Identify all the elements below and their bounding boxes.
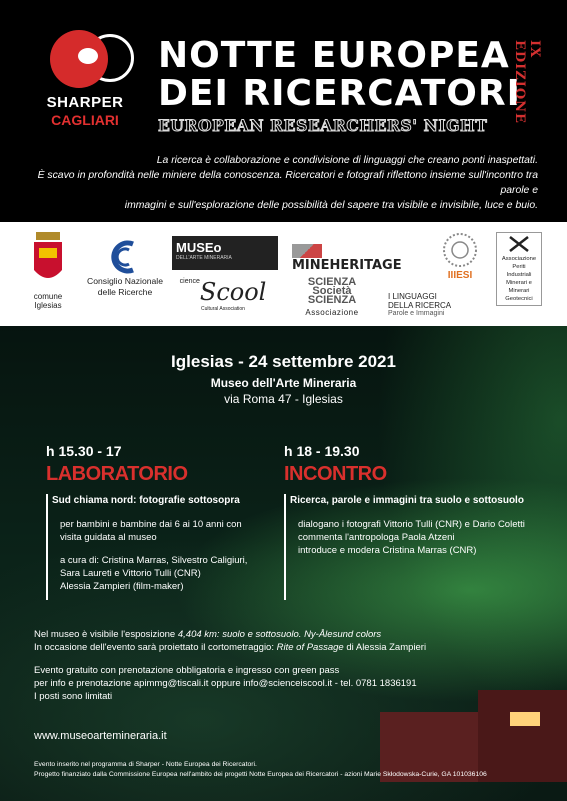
header [0,0,567,222]
intro-line-3: immagini e sull'esplorazione delle possibilità del sapere tra visibile e invisibile, luce e buio. [124,200,538,211]
intro-line-2: È scavo in profondità nelle miniere della conoscenza. Ricercatori e fotografi riflettono insieme sull'incontro tra parole e [37,170,538,196]
eye-icon [78,48,98,64]
cnr-icon [105,240,145,274]
laboratorio-divider [46,496,48,600]
mountain-icon [292,244,322,258]
laboratorio-line-5: Alessia Zampieri (film-maker) [60,581,184,592]
scienzasocieta-sub: Associazione [305,308,359,317]
comune-label: comune Iglesias [33,292,63,310]
footer-line-1: Evento inserito nel programma di Sharper - Notte Europea dei Ricercatori. [34,761,257,768]
exhibit-prefix: Nel museo è visibile l'esposizione [34,629,178,640]
event-header [0,352,567,406]
intro-text [30,153,538,213]
partner-logos [0,222,567,326]
event-address: via Roma 47 - Iglesias [224,392,343,406]
linguaggi-sub: Parole e Immagini [388,310,445,317]
exhibit-title: 4,404 km: suolo e sottosuolo. Ny-Ålesund colors [177,629,382,640]
scienzasocieta-label: SCIENZA Società SCIENZA [307,276,357,306]
film-title: Rite of Passage [276,642,344,653]
coat-of-arms-icon [30,230,66,290]
laboratorio-time: h 15.30 - 17 [46,443,122,459]
laboratorio-section [46,443,266,508]
incontro-time: h 18 - 19.30 [284,443,360,459]
periti-logo[interactable] [496,232,542,306]
laboratorio-line-2: visita guidata al museo [60,532,157,543]
laboratorio-category: LABORATORIO [46,463,188,485]
laboratorio-line-1: per bambini e bambine dai 6 ai 10 anni con [60,519,242,530]
comune-logo[interactable] [28,230,68,310]
title-line-3: EUROPEAN RESEARCHERS' NIGHT [158,116,488,135]
title-line-1: NOTTE EUROPEA [158,35,510,76]
scienzasocieta-logo[interactable] [292,278,372,317]
logo-cagliari-text: CAGLIARI [51,112,119,128]
scienceschool-logo[interactable] [176,278,270,312]
logo-sharper-text: SHARPER [46,94,124,111]
pickaxe-icon [507,235,531,253]
exhibit-note [34,628,534,641]
cnr-label: Consiglio Nazionale delle Ricerche [87,276,163,297]
laboratorio-subtitle: Sud chiama nord: fotografie sottosopra [46,494,266,508]
limited-note: I posti sono limitati [34,691,113,702]
incontro-divider [284,496,286,600]
laboratorio-body [60,518,270,593]
scienceschool-prefix: cience [179,278,200,285]
footer [34,760,487,780]
title-line-2: DEI RICERCATORI [158,73,522,114]
incontro-body [298,518,548,557]
incontro-section [284,443,544,508]
mineheritage-label: MINEHERITAGE [292,258,402,273]
cabin-window [510,712,540,726]
website-link[interactable]: www.museoartemineraria.it [34,730,167,742]
event-venue: Museo dell'Arte Mineraria [210,376,357,390]
scienceschool-label: Scool [199,278,267,306]
cnr-logo[interactable] [80,240,170,298]
iiesi-label: IIIESI [447,270,473,281]
info-note[interactable]: per info e prenotazione apimmg@tiscali.it oppure info@scienceiscool.it - tel. 0781 1836191 [34,678,417,689]
periti-label: Associazione Periti Industriali Minerari e Minerari Geotecnici [501,256,537,302]
museo-label: MUSEo [176,240,222,255]
free-note: Evento gratuito con prenotazione obbligatoria e ingresso con green pass [34,665,340,676]
intro-line-1: La ricerca è collaborazione e condivisione di linguaggi che creano ponti inaspettati. [156,155,538,166]
incontro-subtitle: Ricerca, parole e immagini tra suolo e sottosuolo [284,494,544,508]
incontro-line-3: introduce e modera Cristina Marras (CNR) [298,545,477,556]
incontro-category: INCONTRO [284,463,387,485]
film-prefix: In occasione dell'evento sarà proiettato il cortometraggio: [34,642,277,653]
laboratorio-line-4: Sara Laureti e Vittorio Tulli (CNR) [60,568,201,579]
notes [34,628,534,703]
iiesi-logo[interactable] [438,232,482,281]
mineheritage-logo[interactable] [292,244,422,273]
iiesi-icon [442,232,478,268]
incontro-line-2: commenta l'antropologa Paola Atzeni [298,532,455,543]
laboratorio-line-3: a cura di: Cristina Marras, Silvestro Caligiuri, [60,555,248,566]
film-suffix: di Alessia Zampieri [343,642,427,653]
event-date: Iglesias - 24 settembre 2021 [171,352,396,371]
brain-bubble-icon [50,30,108,88]
film-note [34,641,534,654]
edition-label: IX EDIZIONE [512,40,542,124]
cabin-illustration-2 [478,690,567,782]
scienceschool-sub: Cultural Association [201,306,245,312]
museo-sub: DELL'ARTE MINERARIA [176,255,232,261]
footer-line-2: Progetto finanziato dalla Commissione Europea nell'ambito dei progetti Notte Europea dei Ricercatori - azioni Marie Skłodowska-Curie, GA 101036106 [34,771,487,778]
linguaggi-logo[interactable] [388,292,488,317]
incontro-line-1: dialogano i fotografi Vittorio Tulli (CNR) e Dario Coletti [298,519,525,530]
museo-logo[interactable] [172,236,278,270]
linguaggi-label: I LINGUAGGI DELLA RICERCA [388,292,452,310]
